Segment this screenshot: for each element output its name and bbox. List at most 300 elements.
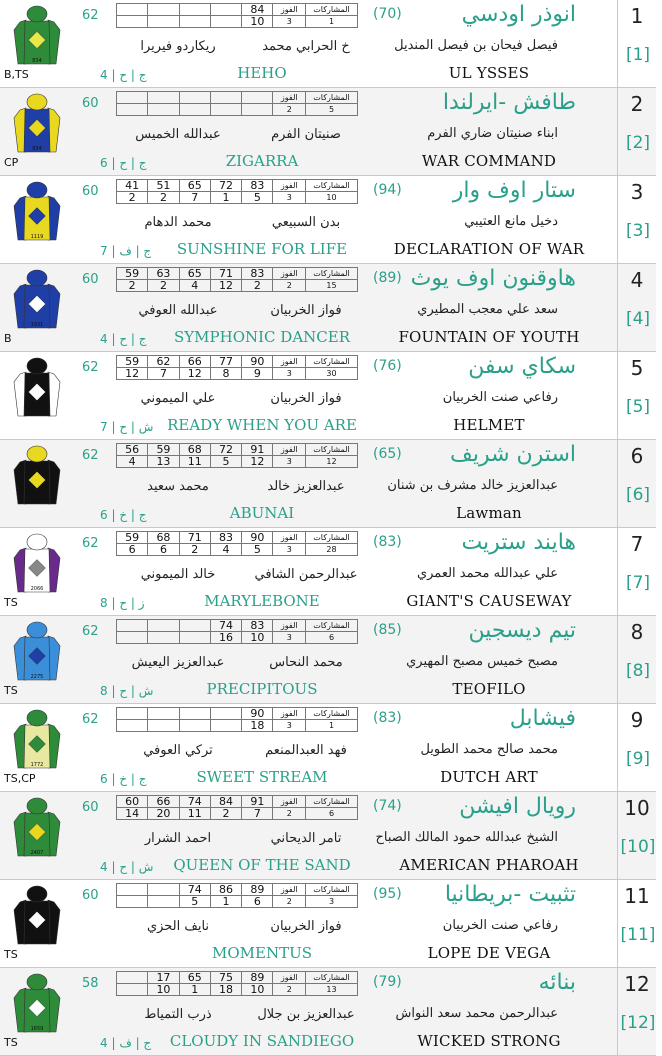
stats-cell: الفوز [273,356,306,368]
stats-cell: 62 [148,356,179,368]
silks-cap [27,94,47,110]
silks-cap [27,446,47,462]
stats-cell: 71 [210,268,241,280]
stats-cell: 74 [210,620,241,632]
horse-number: 4 [630,268,644,292]
stats-cell: 10 [242,632,273,644]
weight: 60 [82,184,99,199]
sire-name: HELMET [453,416,525,434]
stats-cell: 83 [242,180,273,192]
stats-cell: 59 [117,532,148,544]
draw-number: [7] [625,573,651,593]
owner-name: رفاعي صنت الخربيان [442,390,558,405]
stats-cell: المشاركات [306,444,358,456]
stats-cell: 18 [242,720,273,732]
stats-cell: 2 [273,896,306,908]
runner-row[interactable] [0,264,656,352]
stats-cell [117,720,148,732]
dam-name: MOMENTUS [211,944,312,962]
dam-name: SUNSHINE FOR LIFE [176,240,348,258]
stats-cell: 10 [242,16,273,28]
stats-cell: 83 [242,620,273,632]
stats-cell: 4 [179,280,210,292]
stats-cell: 89 [242,972,273,984]
stats-cell: المشاركات [306,620,358,632]
horse-name-arabic[interactable]: بنائه [538,970,576,995]
trainer-name: عبدالعزيز بن جلال [257,1007,355,1022]
runner-row[interactable] [0,88,656,176]
stats-row [117,808,358,820]
silks-number: 2066 [30,586,44,592]
stats-cell: 3 [273,632,306,644]
stats-row [117,280,358,292]
stats-row [117,16,358,28]
trainer-name: فواز الخربيان [270,391,342,406]
horse-rating: (94) [373,182,402,198]
jockey-silks-icon [12,180,62,242]
jockey-name: محمد سعيد [147,479,209,494]
stats-row [117,972,358,984]
horse-rating: (76) [373,358,402,374]
horse-rating: (83) [373,710,402,726]
horse-name-arabic[interactable]: فيشابل [509,706,576,731]
stats-cell: 2 [273,280,306,292]
jockey-silks-icon [12,532,62,594]
stats-cell [179,720,210,732]
stats-cell: 56 [117,444,148,456]
silks-cap [27,182,47,198]
weight: 62 [82,360,99,375]
stats-cell: 60 [117,796,148,808]
dam-name: PRECIPITOUS [206,680,318,698]
divider [617,0,618,88]
stats-row [117,192,358,204]
horse-number: 11 [624,884,650,908]
sire-name: WAR COMMAND [421,152,557,170]
jockey-silks-icon [12,796,62,858]
stats-cell [242,104,273,116]
silks-cap [27,798,47,814]
stats-cell [117,92,148,104]
stats-cell [117,632,148,644]
silks-cap [27,6,47,22]
runner-row[interactable] [0,704,656,792]
stats-cell [179,708,210,720]
stats-cell: 7 [179,192,210,204]
stats-row [117,456,358,468]
stats-row [117,356,358,368]
stats-row [117,632,358,644]
weight: 60 [82,888,99,903]
runner-row[interactable] [0,528,656,616]
draw-number: [8] [625,661,651,681]
stats-cell: 75 [210,972,241,984]
stats-cell [117,884,148,896]
horse-rating: (85) [373,622,402,638]
horse-number: 7 [630,532,644,556]
divider [617,880,618,968]
horse-name-arabic[interactable]: رويال افيشن [459,794,576,819]
stats-cell: 28 [306,544,358,556]
stats-cell: الفوز [273,708,306,720]
weight: 62 [82,624,99,639]
stats-cell: الفوز [273,884,306,896]
divider [617,176,618,264]
stats-cell: 51 [148,180,179,192]
trainer-name: خ الحرابي محمد [262,39,350,54]
stats-row [117,620,358,632]
equipment: CP [4,156,19,169]
dam-name: MARYLEBONE [204,592,320,610]
weight: 60 [82,96,99,111]
stats-cell: 1 [306,720,358,732]
stats-cell: 3 [273,456,306,468]
stats-cell [148,632,179,644]
stats-cell: 2 [117,280,148,292]
runner-row[interactable] [0,440,656,528]
owner-name: علي عبدالله محمد العمري [416,566,558,581]
stats-cell: 6 [117,544,148,556]
owner-name: عبدالعزيز خالد مشرف بن شنان [387,478,558,493]
stats-cell: 20 [148,808,179,820]
stats-cell [210,4,241,16]
divider [617,88,618,176]
stats-cell: 84 [210,796,241,808]
weight: 60 [82,800,99,815]
stats-row [117,896,358,908]
trainer-name: فواز الخربيان [270,919,342,934]
stats-cell: 5 [210,456,241,468]
horse-number: 5 [630,356,644,380]
form-stats-table [116,619,358,644]
owner-name: محمد صالح محمد الطويل [420,742,558,757]
stats-cell: المشاركات [306,884,358,896]
form-stats-table [116,971,358,996]
stats-cell: 66 [148,796,179,808]
weight: 58 [82,976,99,991]
silks-cap [27,622,47,638]
stats-cell [179,104,210,116]
horse-name-arabic[interactable]: سكاي سفن [468,354,576,379]
stats-cell: 90 [242,356,273,368]
horse-number: 6 [630,444,644,468]
divider [617,792,618,880]
stats-cell: 91 [242,796,273,808]
stats-cell: 7 [148,368,179,380]
stats-cell: 30 [306,368,358,380]
stats-cell: 17 [148,972,179,984]
silks-number: 1659 [30,1026,44,1032]
stats-cell: 12 [210,280,241,292]
stats-cell: الفوز [273,972,306,984]
stats-cell: 1 [210,192,241,204]
draw-number: [10] [620,837,656,857]
stats-cell: 13 [148,456,179,468]
horse-rating: (74) [373,798,402,814]
age-sex-tags: 8 | ش | ح [100,684,154,698]
jockey-name: عبدالله الخميس [135,127,221,142]
divider [617,528,618,616]
weight: 60 [82,272,99,287]
stats-cell: الفوز [273,180,306,192]
horse-rating: (65) [373,446,402,462]
sire-name: Lawman [456,504,522,522]
stats-cell: 72 [210,444,241,456]
stats-cell: 2 [148,192,179,204]
stats-cell: 6 [306,632,358,644]
trainer-name: تامر الديحاني [270,831,342,846]
dam-name: ZIGARRA [225,152,299,170]
age-sex-tags: 8 | ز | ح [100,596,145,610]
stats-cell: 12 [306,456,358,468]
silks-cap [27,710,47,726]
stats-cell: 10 [242,984,273,996]
age-sex-tags: 7 | ج | ف [100,244,152,258]
stats-row [117,720,358,732]
dam-name: CLOUDY IN SANDIEGO [169,1032,355,1050]
stats-cell: الفوز [273,444,306,456]
jockey-silks-icon [12,972,62,1034]
stats-cell: المشاركات [306,92,358,104]
stats-cell: الفوز [273,620,306,632]
stats-cell: 2 [210,808,241,820]
owner-name: رفاعي صنت الخربيان [442,918,558,933]
horse-number: 10 [624,796,650,820]
stats-cell: المشاركات [306,268,358,280]
stats-cell [148,104,179,116]
horse-name-arabic[interactable]: هاوقنون اوف يوث [410,266,576,291]
stats-cell [179,632,210,644]
stats-cell: 2 [148,280,179,292]
form-stats-table [116,91,358,116]
jockey-name: عبدالله العوفي [138,303,218,318]
stats-cell: 11 [179,456,210,468]
runner-row[interactable] [0,352,656,440]
stats-cell: 9 [242,368,273,380]
horse-name-arabic[interactable]: ستار اوف وار [452,178,576,203]
draw-number: [11] [620,925,656,945]
stats-cell: 3 [273,720,306,732]
horse-name-arabic[interactable]: انوذر اودسي [461,2,576,27]
silks-cap [27,358,47,374]
jockey-name: نايف الحزي [146,919,210,934]
owner-name: فيصل فيحان بن فيصل المنديل [394,38,558,53]
sire-name: DECLARATION OF WAR [393,240,585,258]
dam-name: SYMPHONIC DANCER [173,328,350,346]
equipment: B,TS [4,68,29,81]
divider [617,440,618,528]
divider [617,616,618,704]
equipment: B [4,332,12,345]
stats-cell [148,720,179,732]
runner-row[interactable] [0,968,656,1056]
divider [617,968,618,1056]
horse-number: 8 [630,620,644,644]
stats-cell [210,92,241,104]
stats-cell: 72 [210,180,241,192]
trainer-name: عبدالرحمن الشافي [254,567,358,582]
horse-name-arabic[interactable]: تثبيت -بريطانيا [444,882,576,907]
dam-name: READY WHEN YOU ARE [167,416,357,434]
stats-cell: 5 [306,104,358,116]
stats-cell: 2 [273,808,306,820]
horse-rating: (95) [373,886,402,902]
silks-number: 1931 [30,322,44,328]
stats-cell [117,4,148,16]
runner-row[interactable] [0,792,656,880]
silks-number: 834 [32,58,42,64]
runner-row[interactable] [0,880,656,968]
silks-cap [27,534,47,550]
owner-name: عبدالرحمن محمد سعد النواش [395,1006,558,1021]
stats-cell: 6 [306,808,358,820]
stats-cell: 4 [210,544,241,556]
stats-cell [117,984,148,996]
dam-name: SWEET STREAM [196,768,328,786]
stats-cell: 90 [242,532,273,544]
stats-cell: الفوز [273,92,306,104]
stats-cell: المشاركات [306,796,358,808]
stats-cell: 89 [242,884,273,896]
silks-number: 1044 [30,410,44,416]
stats-cell [117,972,148,984]
stats-cell: 13 [306,984,358,996]
stats-row [117,4,358,16]
stats-cell: 6 [148,544,179,556]
silks-number: 834 [32,146,42,152]
horse-name-arabic[interactable]: هايند ستريت [461,530,576,555]
age-sex-tags: 4 | ج | ح [100,332,147,346]
stats-cell [210,708,241,720]
runner-row[interactable] [0,616,656,704]
stats-row [117,368,358,380]
divider [617,704,618,792]
stats-cell [179,92,210,104]
equipment: TS [4,596,18,609]
stats-cell: 83 [242,268,273,280]
stats-row [117,532,358,544]
stats-cell: الفوز [273,4,306,16]
runner-row[interactable] [0,176,656,264]
form-stats-table [116,531,358,556]
horse-rating: (70) [373,6,402,22]
stats-cell: 15 [306,280,358,292]
stats-cell: المشاركات [306,356,358,368]
silks-number: 1772 [30,762,44,768]
stats-cell [148,896,179,908]
weight: 62 [82,712,99,727]
age-sex-tags: 6 | ج | ح [100,156,147,170]
form-stats-table [116,3,358,28]
draw-number: [3] [625,221,651,241]
stats-cell: المشاركات [306,708,358,720]
stats-cell [210,720,241,732]
horse-number: 3 [630,180,644,204]
form-stats-table [116,707,358,732]
weight: 62 [82,448,99,463]
horse-name-arabic[interactable]: استرن شريف [450,442,576,467]
stats-row [117,180,358,192]
silks-number: 1044 [30,938,44,944]
divider [617,352,618,440]
stats-cell: الفوز [273,796,306,808]
dam-name: ABUNAI [229,504,295,522]
jockey-name: احمد الشرار [144,831,212,846]
stats-cell: 2 [242,280,273,292]
stats-cell: 83 [210,532,241,544]
stats-cell: 2 [179,544,210,556]
sire-name: AMERICAN PHAROAH [399,856,579,874]
draw-number: [9] [625,749,651,769]
sire-name: UL YSSES [448,64,530,82]
age-sex-tags: 4 | ج | ف [100,1036,152,1050]
stats-cell: 3 [273,16,306,28]
sire-name: TEOFILO [452,680,526,698]
trainer-name: فهد العبدالمنعم [265,743,347,758]
stats-cell: 4 [117,456,148,468]
age-sex-tags: 6 | ج | خ [100,508,147,522]
jockey-name: علي الميموني [140,391,216,406]
stats-cell [148,884,179,896]
form-stats-table [116,179,358,204]
horse-name-arabic[interactable]: تيم ديسجين [468,618,576,643]
draw-number: [6] [625,485,651,505]
stats-cell: 3 [306,896,358,908]
stats-cell: المشاركات [306,4,358,16]
horse-number: 1 [630,4,644,28]
stats-cell: 14 [117,808,148,820]
trainer-name: عبدالعزيز خالد [267,479,345,494]
horse-rating: (89) [373,270,402,286]
jockey-silks-icon [12,4,62,66]
silks-cap [27,974,47,990]
stats-cell: الفوز [273,532,306,544]
stats-row [117,92,358,104]
stats-cell: 3 [273,192,306,204]
draw-number: [2] [625,133,651,153]
stats-cell: 59 [117,356,148,368]
stats-cell: 65 [179,180,210,192]
jockey-name: خالد الميموني [140,567,216,582]
stats-cell: 10 [306,192,358,204]
stats-cell: 86 [210,884,241,896]
stats-cell: 2 [273,984,306,996]
stats-row [117,268,358,280]
stats-cell: 5 [179,896,210,908]
stats-cell: 71 [179,532,210,544]
stats-cell: 5 [242,192,273,204]
dam-name: HEHO [237,64,287,82]
stats-cell: 59 [117,268,148,280]
stats-cell: 1 [210,896,241,908]
horse-name-arabic[interactable]: طافش -ايرلندا [442,90,576,115]
sire-name: FOUNTAIN OF YOUTH [398,328,580,346]
draw-number: [1] [625,45,651,65]
stats-cell [117,104,148,116]
stats-cell [117,16,148,28]
form-stats-table [116,795,358,820]
stats-cell [117,708,148,720]
trainer-name: فواز الخربيان [270,303,342,318]
form-stats-table [116,267,358,292]
stats-cell: 84 [242,4,273,16]
jockey-name: محمد الدهام [144,215,212,230]
horse-rating: (83) [373,534,402,550]
horse-number: 9 [630,708,644,732]
draw-number: [4] [625,309,651,329]
stats-cell: 12 [117,368,148,380]
runner-row[interactable] [0,0,656,88]
